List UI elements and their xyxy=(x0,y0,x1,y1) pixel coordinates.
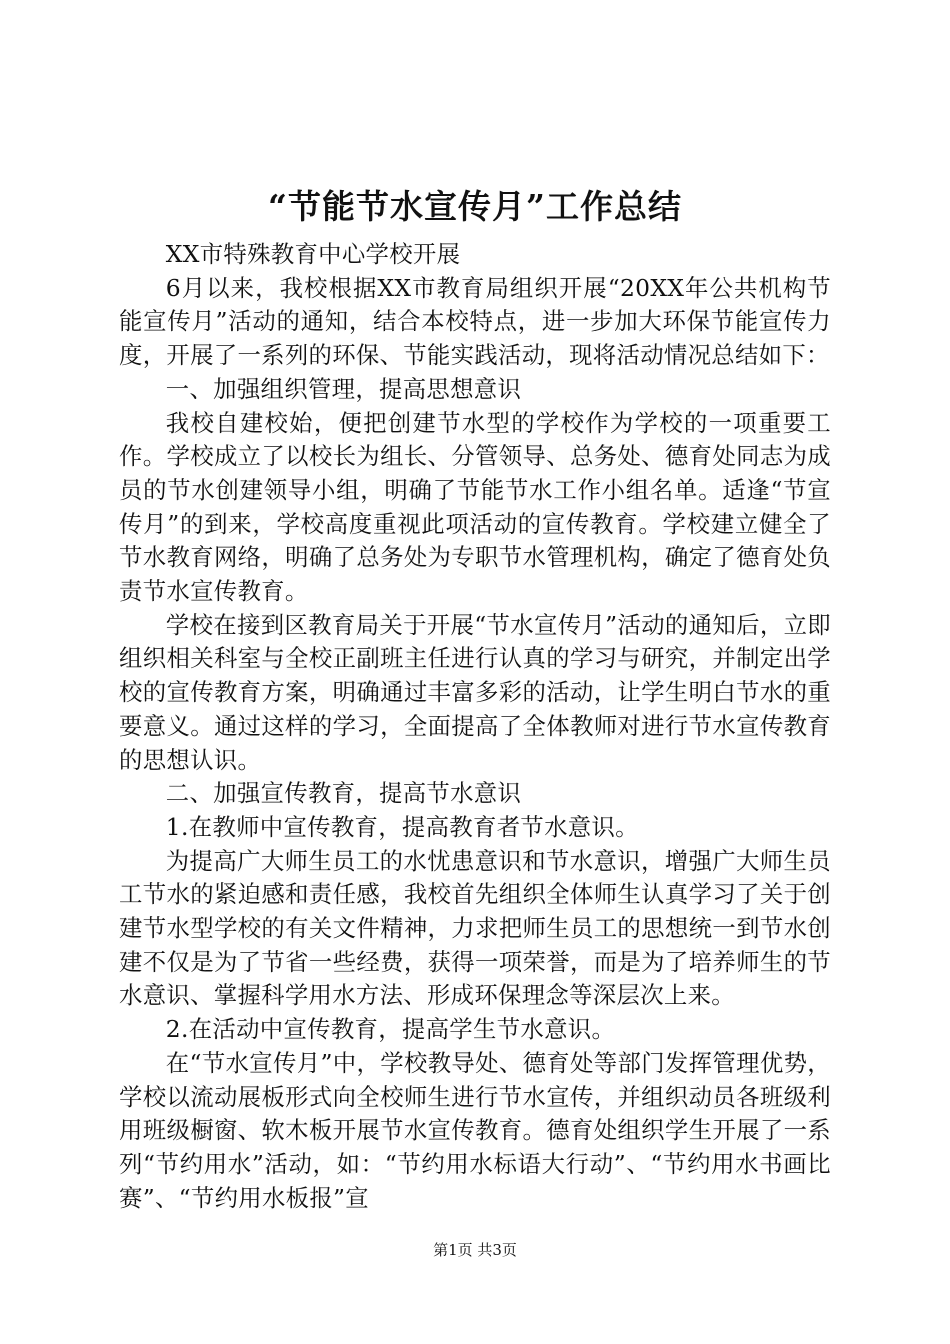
section-heading-1: 一、加强组织管理，提高思想意识 xyxy=(165,374,522,403)
document-title: “节能节水宣传月”工作总结 xyxy=(268,187,682,226)
paragraph-intro: 6月以来，我校根据XX市教育局组织开展“20XX年公共机构节能宣传月”活动的通知，结合本校特点，进一步加大环保节能宣传力度，开展了一系列的环保、节能实践活动，现将活动情况总结如下： xyxy=(119,273,831,370)
page-number-footer: 第1页 共3页 xyxy=(433,1241,517,1259)
paragraph-organizer: XX市特殊教育中心学校开展 xyxy=(165,240,461,268)
paragraph-section-2-2: 在“节水宣传月”中，学校教导处、德育处等部门发挥管理优势，学校以流动展板形式向全校师生进行节水宣传，并组织动员各班级利用班级橱窗、软木板开展节水宣传教育。德育处组织学生开展了一系列“节约用水”活动，如：“节约用水标语大行动”、“节约用水书画比赛”、“节约用水板报”宣 xyxy=(119,1048,831,1212)
paragraph-section-2-1: 为提高广大师生员工的水忧患意识和节水意识，增强广大师生员工节水的紧迫感和责任感，我校首先组织全体师生认真学习了关于创建节水型学校的有关文件精神，力求把师生员工的思想统一到节水创建不仅是为了节省一些经费，获得一项荣誉，而是为了培养师生的节水意识、掌握科学用水方法、形成环保理念等深层次上来。 xyxy=(119,846,831,1010)
subheading-2-2: 2.在活动中宣传教育，提高学生节水意识。 xyxy=(165,1015,616,1044)
subheading-2-1: 1.在教师中宣传教育，提高教育者节水意识。 xyxy=(165,812,639,841)
paragraph-section-1b: 学校在接到区教育局关于开展“节水宣传月”活动的通知后，立即组织相关科室与全校正副班主任进行认真的学习与研究，并制定出学校的宣传教育方案，明确通过丰富多彩的活动，让学生明白节水的重要意义。通过这样的学习，全面提高了全体教师对进行节水宣传教育的思想认识。 xyxy=(119,610,831,774)
section-heading-2: 二、加强宣传教育，提高节水意识 xyxy=(165,779,522,808)
document-body xyxy=(119,238,831,1215)
paragraph-section-1a: 我校自建校始，便把创建节水型的学校作为学校的一项重要工作。学校成立了以校长为组长、分管领导、总务处、德育处同志为成员的节水创建领导小组，明确了节能节水工作小组名单。适逢“节宣传月”的到来，学校高度重视此项活动的宣传教育。学校建立健全了节水教育网络，明确了总务处为专职节水管理机构，确定了德育处负责节水宣传教育。 xyxy=(119,408,831,606)
